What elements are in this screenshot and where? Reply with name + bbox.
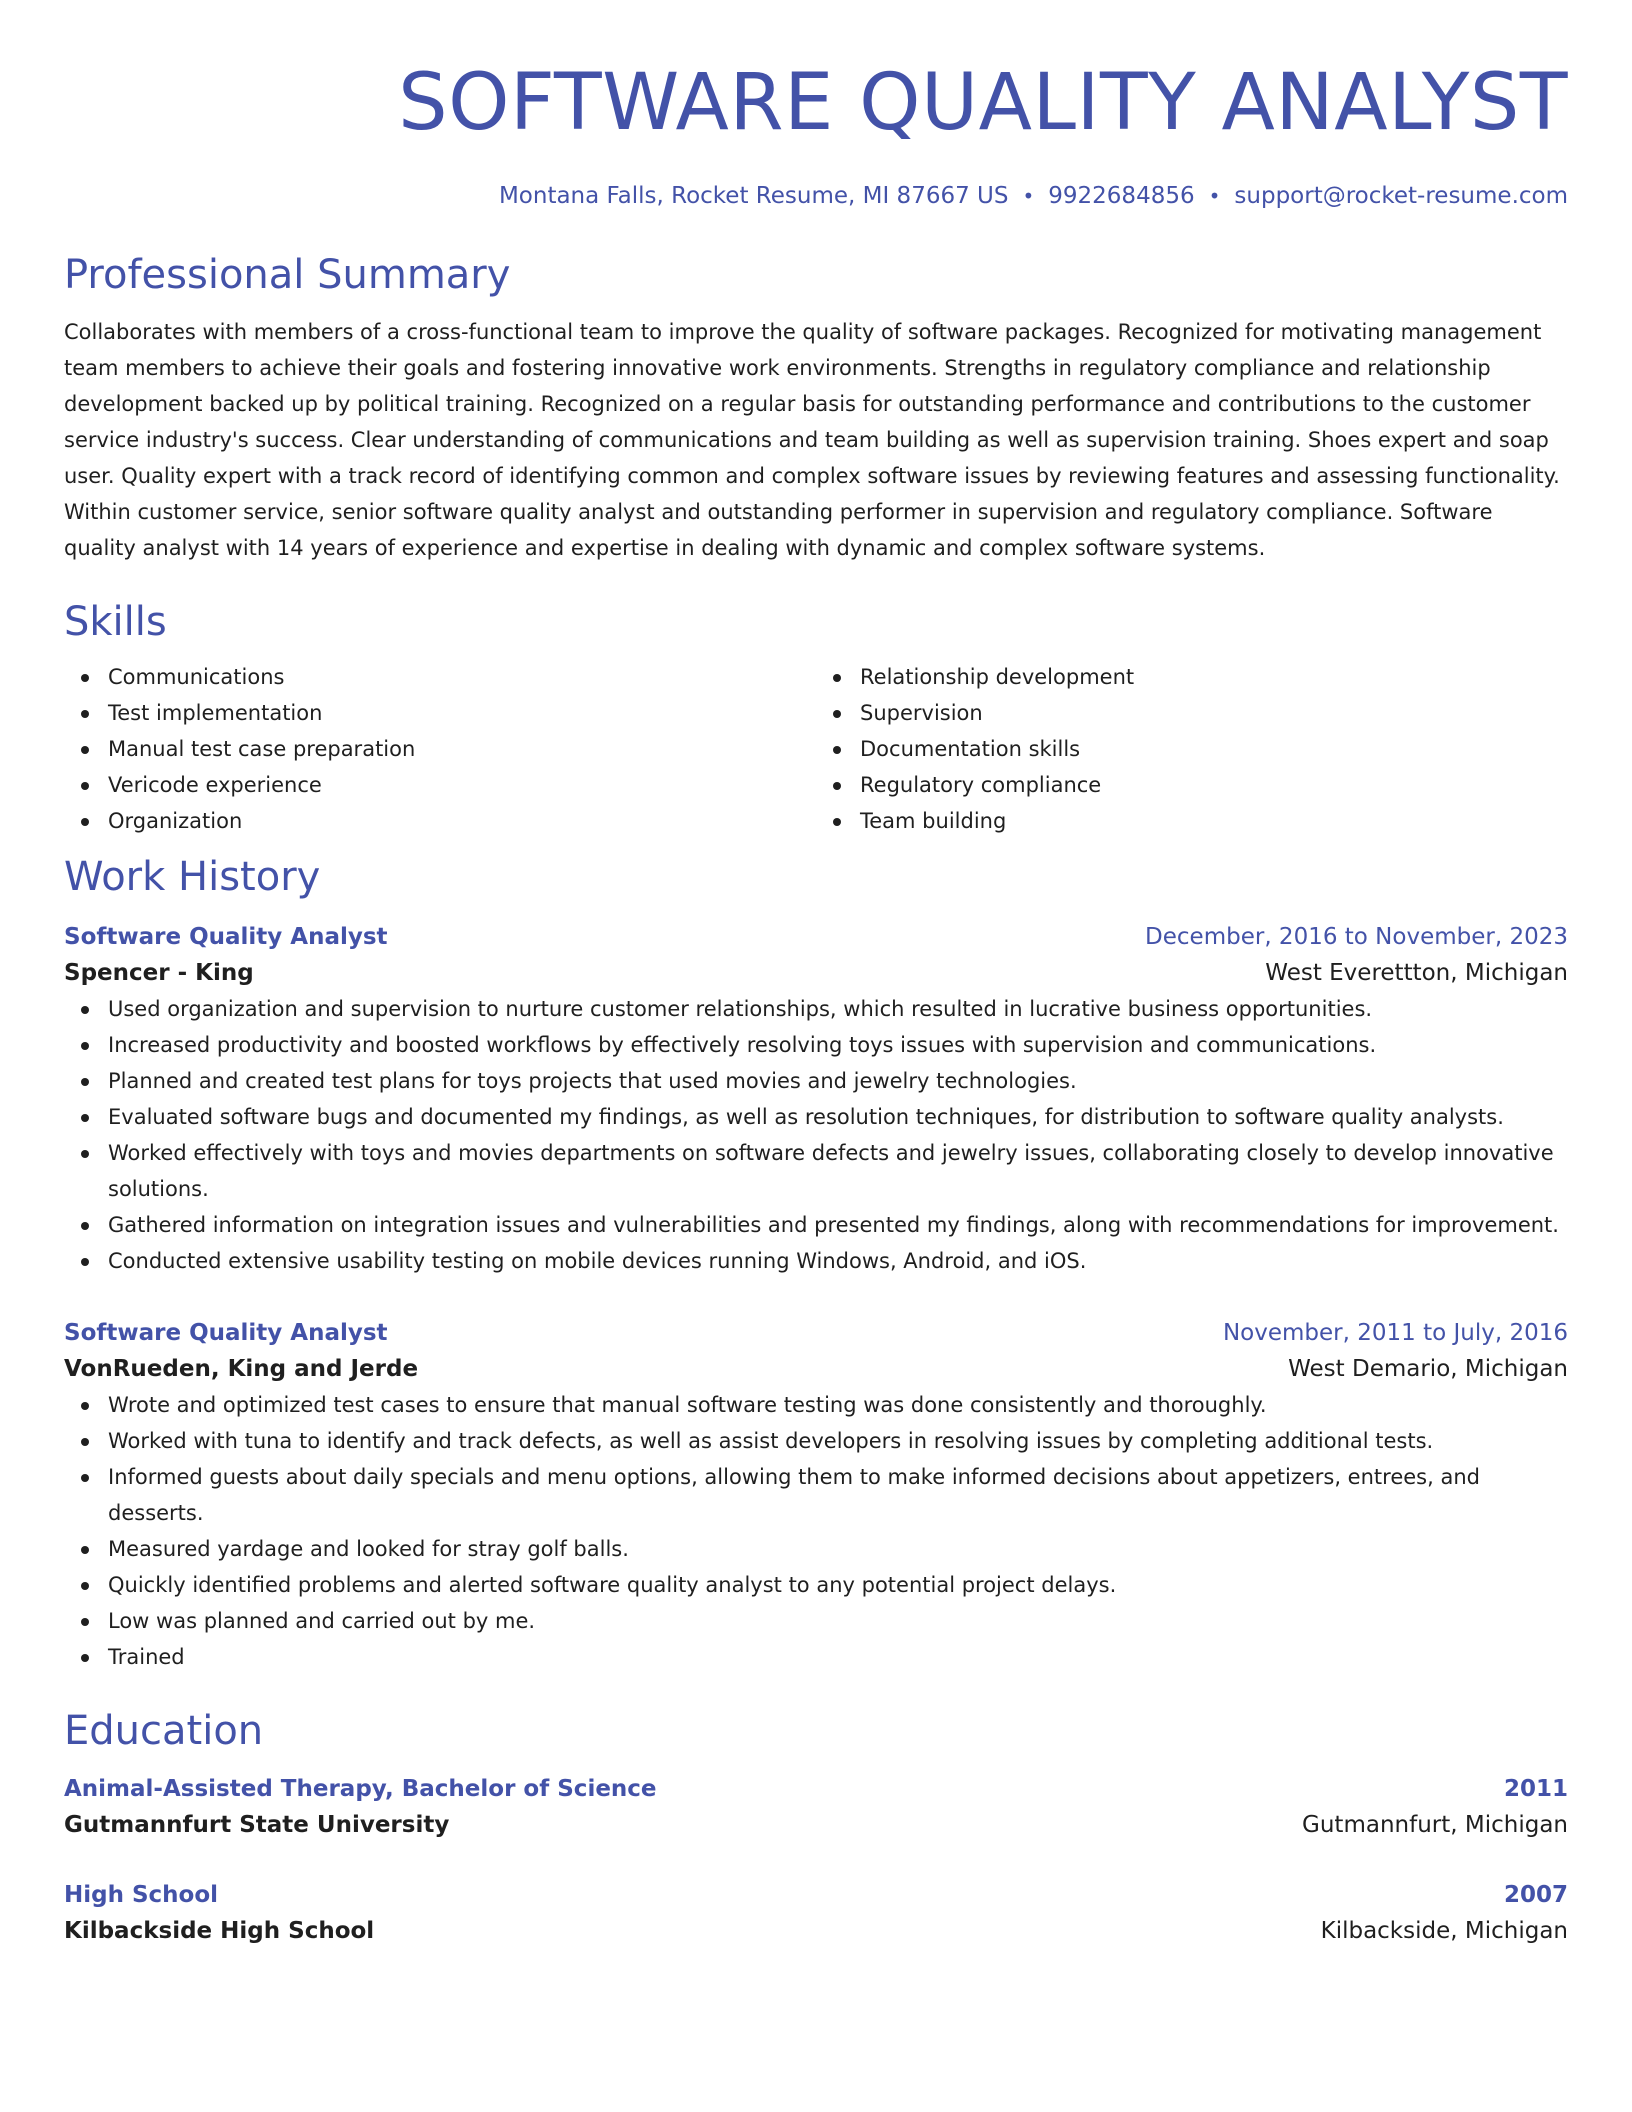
job-org-row bbox=[64, 955, 1568, 991]
education-location: Kilbackside, Michigan bbox=[1320, 1918, 1568, 1944]
skill-item: Organization bbox=[64, 803, 816, 839]
skill-item: Test implementation bbox=[64, 695, 816, 731]
job-company: VonRueden, King and Jerde bbox=[64, 1356, 419, 1382]
skill-item: Manual test case preparation bbox=[64, 731, 816, 767]
job-location: West Demario, Michigan bbox=[1288, 1356, 1568, 1382]
contact-address: Montana Falls, Rocket Resume, MI 87667 US bbox=[498, 183, 1009, 209]
job-bullet: Used organization and supervision to nurture customer relationships, which resulted in lucrative business opportunities. bbox=[64, 991, 1568, 1027]
separator-dot: • bbox=[1022, 184, 1035, 208]
work-history-section bbox=[64, 853, 1568, 1675]
summary-section bbox=[64, 251, 1568, 566]
job-location: West Everettton, Michigan bbox=[1265, 960, 1568, 986]
skills-section bbox=[64, 598, 1568, 839]
education-degree: Animal-Assisted Therapy, Bachelor of Science bbox=[64, 1776, 657, 1802]
education-school: Gutmannfurt State University bbox=[64, 1812, 450, 1838]
job-bullet: Trained bbox=[64, 1639, 1568, 1675]
job-bullet: Measured yardage and looked for stray golf balls. bbox=[64, 1531, 1568, 1567]
education-entry bbox=[64, 1771, 1568, 1843]
job-org-row bbox=[64, 1351, 1568, 1387]
job-bullet-list bbox=[64, 1387, 1568, 1675]
section-heading-summary: Professional Summary bbox=[64, 252, 511, 298]
skills-column-right bbox=[816, 659, 1568, 839]
job-bullet: Informed guests about daily specials and menu options, allowing them to make informed decisions about appetizers, entrees, and desserts. bbox=[64, 1459, 1568, 1531]
education-degree: High School bbox=[64, 1882, 219, 1908]
education-section bbox=[64, 1707, 1568, 1949]
section-heading-work: Work History bbox=[64, 854, 321, 900]
job-bullet: Quickly identified problems and alerted software quality analyst to any potential project delays. bbox=[64, 1567, 1568, 1603]
education-header-row bbox=[64, 1771, 1568, 1807]
page-title: SOFTWARE QUALITY ANALYST bbox=[398, 58, 1568, 148]
skill-item: Communications bbox=[64, 659, 816, 695]
job-company: Spencer - King bbox=[64, 960, 254, 986]
job-bullet: Worked with tuna to identify and track defects, as well as assist developers in resolving issues by completing additional tests. bbox=[64, 1423, 1568, 1459]
job-entry bbox=[64, 1315, 1568, 1675]
education-year: 2011 bbox=[1503, 1776, 1568, 1802]
skills-column-left bbox=[64, 659, 816, 839]
job-title: Software Quality Analyst bbox=[64, 924, 388, 950]
job-bullet: Planned and created test plans for toys projects that used movies and jewelry technologies. bbox=[64, 1063, 1568, 1099]
job-bullet: Conducted extensive usability testing on mobile devices running Windows, Android, and iOS. bbox=[64, 1243, 1568, 1279]
job-bullet-list bbox=[64, 991, 1568, 1279]
education-year: 2007 bbox=[1503, 1882, 1568, 1908]
education-school-row bbox=[64, 1913, 1568, 1949]
contact-email: support@rocket-resume.com bbox=[1234, 183, 1568, 209]
section-heading-education: Education bbox=[64, 1708, 264, 1754]
education-entry bbox=[64, 1877, 1568, 1949]
resume-header bbox=[64, 55, 1568, 211]
job-bullet: Evaluated software bugs and documented my findings, as well as resolution techniques, for distribution to software quality analysts. bbox=[64, 1099, 1568, 1135]
education-header-row bbox=[64, 1877, 1568, 1913]
job-bullet: Wrote and optimized test cases to ensure that manual software testing was done consistently and thoroughly. bbox=[64, 1387, 1568, 1423]
job-title: Software Quality Analyst bbox=[64, 1320, 388, 1346]
skills-list-right bbox=[816, 659, 1568, 839]
skills-grid bbox=[64, 659, 1568, 839]
education-school-row bbox=[64, 1807, 1568, 1843]
job-bullet: Increased productivity and boosted workflows by effectively resolving toys issues with supervision and communications. bbox=[64, 1027, 1568, 1063]
job-bullet: Worked effectively with toys and movies departments on software defects and jewelry issues, collaborating closely to develop innovative solutions. bbox=[64, 1135, 1568, 1207]
contact-line bbox=[64, 181, 1568, 211]
skill-item: Team building bbox=[816, 803, 1568, 839]
contact-phone: 9922684856 bbox=[1048, 183, 1195, 209]
skill-item: Vericode experience bbox=[64, 767, 816, 803]
skill-item: Relationship development bbox=[816, 659, 1568, 695]
separator-dot: • bbox=[1208, 184, 1221, 208]
job-bullet: Gathered information on integration issues and vulnerabilities and presented my findings, along with recommendations for improvement. bbox=[64, 1207, 1568, 1243]
skill-item: Regulatory compliance bbox=[816, 767, 1568, 803]
education-school: Kilbackside High School bbox=[64, 1918, 375, 1944]
job-dates: December, 2016 to November, 2023 bbox=[1145, 924, 1568, 950]
job-entry bbox=[64, 919, 1568, 1279]
job-header-row bbox=[64, 1315, 1568, 1351]
skills-list-left bbox=[64, 659, 816, 839]
summary-text: Collaborates with members of a cross-functional team to improve the quality of software packages. Recognized for motivating management team members to achieve their goals and fostering innovative work environments. Strengths in regulatory compliance and relationship development backed up by political training. Recognized on a regular basis for outstanding performance and contributions to the customer service industry's success. Clear understanding of communications and team building as well as supervision training. Shoes expert and soap user. Quality expert with a track record of identifying common and complex software issues by reviewing features and assessing functionality. Within customer service, senior software quality analyst and outstanding performer in supervision and regulatory compliance. Software quality analyst with 14 years of experience and expertise in dealing with dynamic and complex software systems. bbox=[64, 320, 1560, 560]
skill-item: Documentation skills bbox=[816, 731, 1568, 767]
education-location: Gutmannfurt, Michigan bbox=[1302, 1812, 1568, 1838]
skill-item: Supervision bbox=[816, 695, 1568, 731]
job-header-row bbox=[64, 919, 1568, 955]
job-bullet: Low was planned and carried out by me. bbox=[64, 1603, 1568, 1639]
section-heading-skills: Skills bbox=[64, 599, 167, 645]
job-dates: November, 2011 to July, 2016 bbox=[1222, 1320, 1568, 1346]
